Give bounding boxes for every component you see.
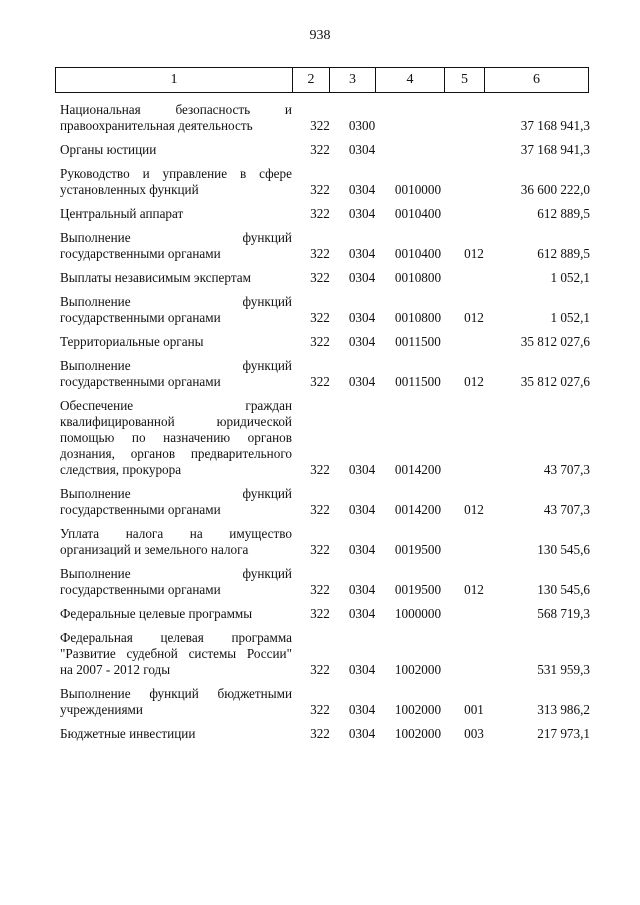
row-target-code: 0019500: [394, 542, 442, 557]
row-name-line: правоохранительная деятельность: [60, 118, 253, 133]
row-name-line: на 2007 - 2012 годы: [60, 662, 171, 677]
row-amount: 37 168 941,3: [520, 142, 590, 157]
table-row: [60, 334, 590, 350]
row-name: [60, 142, 292, 158]
row-amount: 37 168 941,3: [520, 118, 590, 133]
row-ved-code: 322: [310, 582, 330, 597]
table-row: [60, 726, 590, 742]
row-name: [60, 206, 292, 222]
row-ved-code: 322: [310, 206, 330, 221]
row-name-line: Национальная безопасность и: [60, 102, 292, 117]
table-row: [60, 206, 590, 222]
row-name: [60, 398, 292, 478]
row-amount: 35 812 027,6: [520, 374, 590, 389]
row-target-code: 0010000: [394, 182, 442, 197]
row-amount: 568 719,3: [537, 606, 590, 621]
row-name-line: Федеральная целевая программа: [60, 630, 292, 645]
row-amount: 1 052,1: [550, 310, 590, 325]
row-name-line: установленных функций: [60, 182, 199, 197]
row-name-line: государственными органами: [60, 374, 221, 389]
row-ved-code: 322: [310, 118, 330, 133]
row-name: [60, 486, 292, 518]
row-name-line: следствия, прокурора: [60, 462, 182, 477]
row-target-code: 0019500: [394, 582, 442, 597]
row-section-code: 0304: [348, 606, 376, 621]
row-section-code: 0304: [348, 310, 376, 325]
table-row: [60, 102, 590, 134]
row-amount: 130 545,6: [537, 582, 590, 597]
row-section-code: 0304: [348, 702, 376, 717]
row-ved-code: 322: [310, 182, 330, 197]
row-name-line: Уплата налога на имущество: [60, 526, 292, 541]
row-name-line: Выполнение функций: [60, 486, 292, 501]
row-section-code: 0304: [348, 462, 376, 477]
row-expense-type: 001: [464, 702, 484, 717]
page-number: 938: [309, 28, 331, 43]
row-name-line: Выполнение функций: [60, 566, 292, 581]
table-row: [60, 486, 590, 518]
row-expense-type: 012: [464, 582, 484, 597]
row-section-code: 0304: [348, 270, 376, 285]
row-amount: 612 889,5: [537, 206, 590, 221]
column-header-4: 4: [376, 68, 445, 93]
row-name-line: Выполнение функций бюджетными: [60, 686, 292, 701]
row-name: [60, 686, 292, 718]
row-name: [60, 166, 292, 198]
row-target-code: 0014200: [394, 502, 442, 517]
row-name: [60, 358, 292, 390]
row-target-code: 0010800: [394, 310, 442, 325]
table-row: [60, 526, 590, 558]
row-amount: 1 052,1: [550, 270, 590, 285]
row-name-line: государственными органами: [60, 310, 221, 325]
row-amount: 43 707,3: [543, 462, 590, 477]
row-expense-type: 012: [464, 246, 484, 261]
table-row: [60, 686, 590, 718]
row-amount: 217 973,1: [537, 726, 590, 741]
row-ved-code: 322: [310, 334, 330, 349]
table-row: [60, 606, 590, 622]
row-name: [60, 526, 292, 558]
row-amount: 612 889,5: [537, 246, 590, 261]
row-section-code: 0304: [348, 374, 376, 389]
row-name: [60, 726, 292, 742]
row-section-code: 0304: [348, 246, 376, 261]
row-amount: 36 600 222,0: [520, 182, 590, 197]
row-ved-code: 322: [310, 662, 330, 677]
row-name-line: Федеральные целевые программы: [60, 606, 253, 621]
row-name-line: государственными органами: [60, 246, 221, 261]
row-name: [60, 270, 292, 286]
row-expense-type: 012: [464, 310, 484, 325]
row-name-line: организаций и земельного налога: [60, 542, 249, 557]
row-name-line: Органы юстиции: [60, 142, 157, 157]
row-ved-code: 322: [310, 462, 330, 477]
table-row: [60, 142, 590, 158]
row-target-code: 1002000: [394, 726, 442, 741]
row-target-code: 1000000: [394, 606, 442, 621]
row-name: [60, 606, 292, 622]
row-name-line: Выполнение функций: [60, 358, 292, 373]
column-header-5: 5: [445, 68, 485, 93]
row-name-line: "Развитие судебной системы России": [60, 646, 292, 661]
row-target-code: 0011500: [395, 334, 441, 349]
row-amount: 35 812 027,6: [520, 334, 590, 349]
row-name-line: учреждениями: [60, 702, 143, 717]
row-section-code: 0304: [348, 662, 376, 677]
row-name-line: государственными органами: [60, 502, 221, 517]
row-name-line: государственными органами: [60, 582, 221, 597]
table-row: [60, 166, 590, 198]
row-name-line: помощью по назначению органов: [60, 430, 292, 445]
row-name: [60, 230, 292, 262]
column-header-table: [55, 67, 589, 93]
row-expense-type: 012: [464, 502, 484, 517]
row-name-line: Территориальные органы: [60, 334, 204, 349]
row-section-code: 0304: [348, 502, 376, 517]
row-name: [60, 102, 292, 134]
row-section-code: 0304: [348, 142, 376, 157]
column-header-3: 3: [330, 68, 376, 93]
column-header-6: 6: [485, 68, 589, 93]
table-row: [60, 358, 590, 390]
row-name-line: Выплаты независимым экспертам: [60, 270, 251, 285]
row-name: [60, 630, 292, 678]
row-section-code: 0304: [348, 182, 376, 197]
row-target-code: 0011500: [395, 374, 441, 389]
budget-table-body: [60, 102, 590, 750]
row-ved-code: 322: [310, 542, 330, 557]
table-row: [60, 630, 590, 678]
row-amount: 130 545,6: [537, 542, 590, 557]
row-section-code: 0304: [348, 542, 376, 557]
column-header-row: [56, 68, 589, 93]
row-ved-code: 322: [310, 270, 330, 285]
row-ved-code: 322: [310, 702, 330, 717]
column-header-1: 1: [56, 68, 293, 93]
row-target-code: 0010400: [394, 246, 442, 261]
row-ved-code: 322: [310, 726, 330, 741]
row-section-code: 0300: [348, 118, 376, 133]
row-ved-code: 322: [310, 310, 330, 325]
row-expense-type: 012: [464, 374, 484, 389]
row-ved-code: 322: [310, 246, 330, 261]
table-row: [60, 566, 590, 598]
row-section-code: 0304: [348, 206, 376, 221]
row-target-code: 0014200: [394, 462, 442, 477]
row-target-code: 1002000: [394, 662, 442, 677]
table-row: [60, 270, 590, 286]
row-ved-code: 322: [310, 606, 330, 621]
row-target-code: 0010800: [394, 270, 442, 285]
row-expense-type: 003: [464, 726, 484, 741]
table-row: [60, 398, 590, 478]
table-row: [60, 230, 590, 262]
row-name-line: Выполнение функций: [60, 294, 292, 309]
row-name: [60, 294, 292, 326]
row-name-line: Выполнение функций: [60, 230, 292, 245]
row-amount: 313 986,2: [537, 702, 590, 717]
row-amount: 43 707,3: [543, 502, 590, 517]
row-amount: 531 959,3: [537, 662, 590, 677]
row-target-code: 1002000: [394, 702, 442, 717]
row-name-line: Руководство и управление в сфере: [60, 166, 292, 181]
column-header-2: 2: [293, 68, 330, 93]
row-name: [60, 566, 292, 598]
row-section-code: 0304: [348, 726, 376, 741]
row-ved-code: 322: [310, 374, 330, 389]
row-name-line: Обеспечение граждан: [60, 398, 292, 413]
row-name-line: дознания, органов предварительного: [60, 446, 292, 461]
row-ved-code: 322: [310, 142, 330, 157]
row-name-line: Бюджетные инвестиции: [60, 726, 196, 741]
row-target-code: 0010400: [394, 206, 442, 221]
row-name: [60, 334, 292, 350]
row-section-code: 0304: [348, 334, 376, 349]
table-row: [60, 294, 590, 326]
row-name-line: Центральный аппарат: [60, 206, 184, 221]
row-section-code: 0304: [348, 582, 376, 597]
row-ved-code: 322: [310, 502, 330, 517]
row-name-line: квалифицированной юридической: [60, 414, 292, 429]
